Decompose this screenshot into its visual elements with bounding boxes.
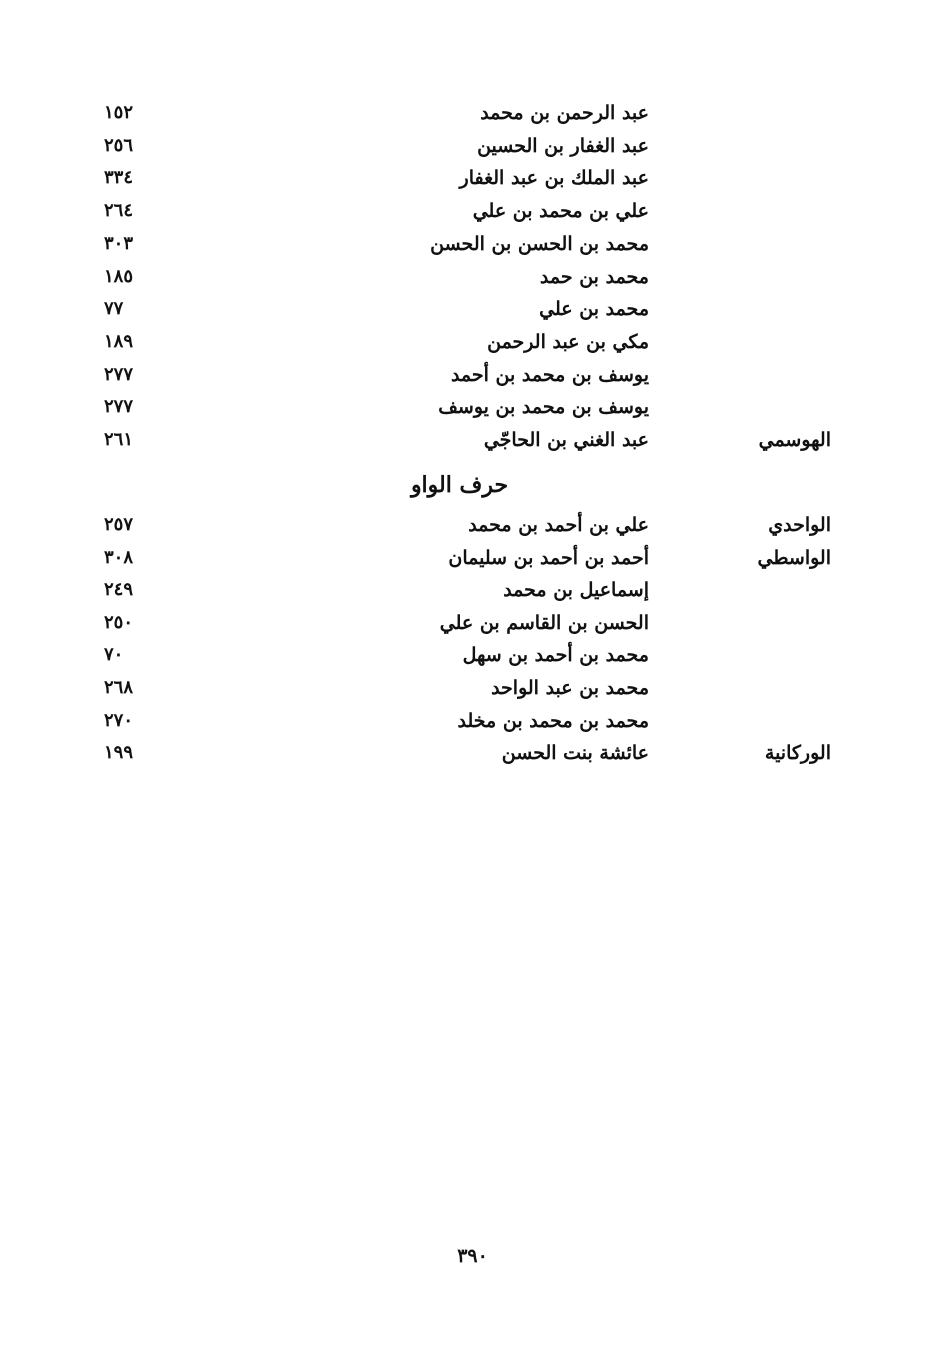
entry-name: مكي بن عبد الرحمن	[487, 330, 649, 353]
index-entry	[0, 200, 949, 232]
entry-page-ref: ٢٧٠	[104, 709, 134, 731]
index-entry	[0, 167, 949, 199]
page-number-text: ٣٩٠	[457, 1245, 488, 1267]
entry-name: عبد الملك بن عبد الغفار	[459, 167, 649, 190]
index-entry	[0, 514, 949, 546]
index-entry	[0, 233, 949, 265]
index-entry	[0, 677, 949, 709]
entry-nisba: الواسطي	[757, 546, 831, 569]
entry-name: يوسف بن محمد بن أحمد	[450, 363, 649, 386]
page-number	[0, 1245, 949, 1267]
entry-name: محمد بن الحسن بن الحسن	[430, 232, 649, 255]
entry-page-ref: ٧٠	[104, 644, 124, 666]
index-entry	[0, 396, 949, 428]
entry-name: الحسن بن القاسم بن علي	[439, 611, 649, 634]
index-entry	[0, 742, 949, 774]
entry-name: محمد بن حمد	[539, 265, 649, 288]
entry-page-ref: ٧٧	[104, 298, 124, 320]
entry-page-ref: ٢٧٧	[104, 363, 134, 385]
entry-name: علي بن أحمد بن محمد	[468, 514, 649, 536]
entry-page-ref: ١٨٩	[104, 330, 134, 352]
index-entry	[0, 266, 949, 298]
entry-name: أحمد بن أحمد بن سليمان	[448, 546, 649, 569]
entry-name: محمد بن أحمد بن سهل	[462, 644, 649, 667]
index-entry	[0, 644, 949, 676]
entry-page-ref: ٢٦٨	[104, 677, 134, 698]
index-entry	[0, 579, 949, 611]
entry-page-ref: ٢٦٤	[104, 200, 134, 222]
entry-name: محمد بن علي	[539, 298, 649, 321]
section-heading-text: حرف الواو	[410, 472, 509, 498]
index-entry	[0, 364, 949, 396]
entry-nisba: الوركانية	[764, 742, 831, 765]
entry-nisba: الواحدي	[768, 514, 831, 536]
section-heading	[0, 472, 949, 498]
index-entry	[0, 612, 949, 644]
entry-name: عائشة بنت الحسن	[501, 742, 649, 765]
entry-page-ref: ٢٦١	[104, 429, 134, 450]
entry-page-ref: ١٨٥	[104, 265, 134, 287]
index-entry	[0, 710, 949, 742]
index-entry	[0, 429, 949, 461]
entry-name: محمد بن محمد بن مخلد	[457, 709, 649, 732]
entry-page-ref: ٢٥٦	[104, 134, 134, 156]
entry-page-ref: ٢٤٩	[104, 579, 134, 601]
entry-page-ref: ٣٠٨	[104, 546, 134, 568]
entry-name: إسماعيل بن محمد	[503, 579, 649, 602]
entry-page-ref: ٢٥٧	[104, 514, 134, 535]
entry-page-ref: ٣٣٤	[104, 167, 134, 189]
index-entry	[0, 331, 949, 363]
entry-nisba: الهوسمي	[758, 429, 831, 451]
entry-page-ref: ٢٧٧	[104, 396, 134, 418]
index-entry	[0, 547, 949, 579]
index-entry	[0, 135, 949, 167]
entry-name: علي بن محمد بن علي	[472, 200, 649, 223]
entry-page-ref: ٣٠٣	[104, 232, 134, 254]
entry-page-ref: ١٥٢	[104, 102, 134, 123]
entry-name: محمد بن عبد الواحد	[491, 677, 649, 699]
entry-page-ref: ١٩٩	[104, 742, 134, 764]
entry-name: عبد الغفار بن الحسين	[477, 134, 649, 157]
index-entry	[0, 298, 949, 330]
entry-name: يوسف بن محمد بن يوسف	[438, 396, 649, 419]
index-entry	[0, 102, 949, 134]
entry-page-ref: ٢٥٠	[104, 611, 134, 633]
entry-name: عبد الغني بن الحاجّي	[483, 429, 649, 451]
entry-name: عبد الرحمن بن محمد	[480, 102, 649, 124]
